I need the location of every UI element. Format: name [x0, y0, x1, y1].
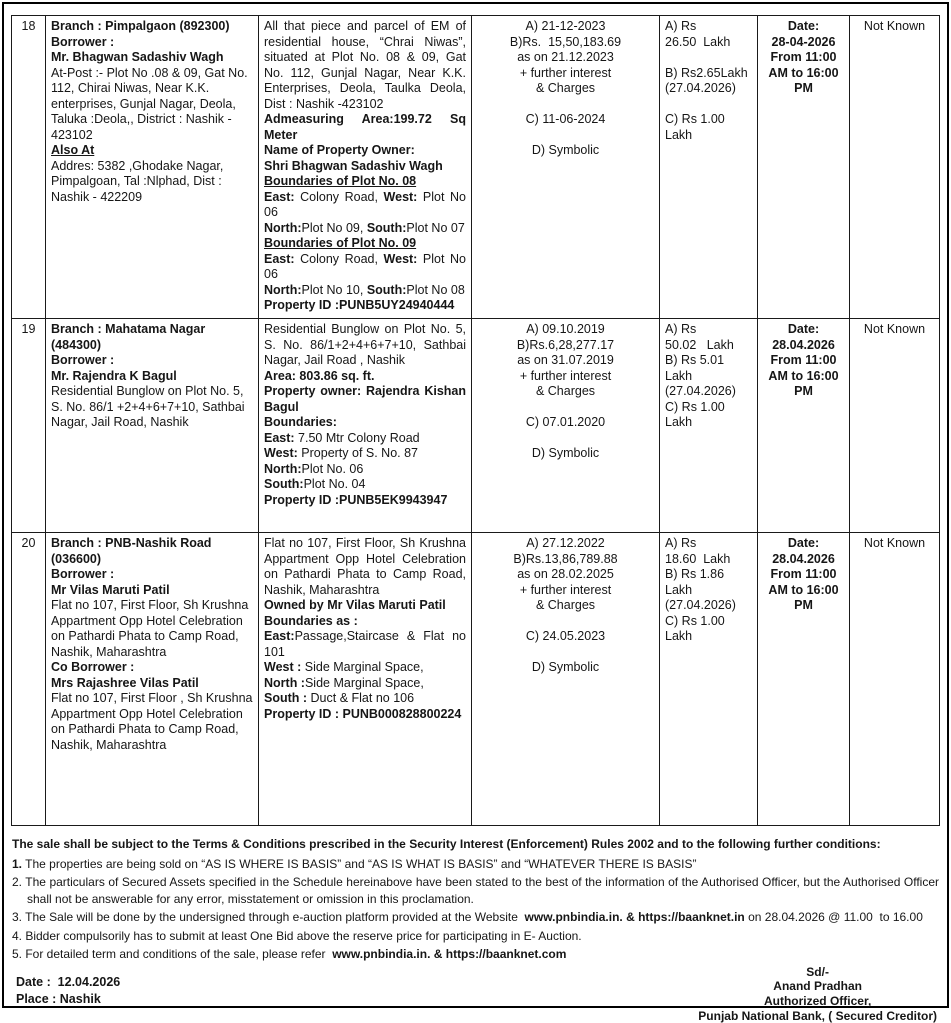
text: Boundaries:: [264, 415, 337, 429]
text: Plot No 08: [406, 282, 465, 297]
text-line: B)Rs.6,28,277.17: [516, 337, 615, 352]
bold-text: South:: [366, 220, 407, 235]
branch-paragraph: [51, 50, 253, 66]
text: (036600): [51, 551, 102, 566]
text-line: 50.02 Lakh: [665, 337, 734, 352]
bold-text: South:: [366, 282, 407, 297]
text-line: Date:: [787, 536, 820, 550]
text-line: Lakh: [665, 415, 693, 429]
cell-encumbrance-status: Not Known: [850, 319, 940, 533]
text-line: & Charges: [535, 81, 596, 95]
condition-item-4: [12, 928, 939, 945]
cell-branch-borrower: [46, 319, 259, 533]
branch-paragraph: [51, 66, 253, 144]
text-line: PM: [794, 384, 813, 398]
text: Property owner: Rajendra Kishan Bagul: [264, 384, 466, 414]
bold-text: West:: [264, 446, 298, 460]
description-paragraph: [264, 477, 466, 493]
text: 5. For detailed term and conditions of the sale, please refer: [12, 947, 333, 962]
text-line: Lakh: [665, 127, 693, 142]
bold-text: West:: [383, 251, 418, 266]
property-row-20: [12, 533, 940, 826]
text: Borrower :: [51, 34, 115, 49]
text-line: Date:: [787, 19, 820, 33]
description-paragraph: [264, 676, 466, 692]
description-paragraph: [264, 660, 466, 676]
branch-paragraph: [51, 552, 253, 568]
notice-place: Place : Nashik: [16, 992, 101, 1007]
cell-serial-number: 18: [12, 16, 46, 319]
property-row-18: [12, 16, 940, 319]
text: Plot No 06: [264, 189, 467, 219]
signatory-organisation: Punjab National Bank, ( Secured Creditor): [698, 1008, 937, 1023]
footer-bottom-row: [12, 965, 939, 1023]
text: Area: 803.86 sq. ft.: [264, 368, 375, 383]
text-line: 28-04-2026: [771, 34, 836, 49]
cell-demand-details: [472, 533, 660, 826]
text: Property ID : PUNB000828800224: [264, 706, 462, 721]
text: Mr. Bhagwan Sadashiv Wagh: [51, 50, 224, 64]
cell-reserve-price-emd: [660, 16, 758, 319]
condition-item-2: [12, 874, 943, 907]
text: Also At: [51, 143, 95, 157]
text-line: D) Symbolic: [531, 143, 600, 157]
text-line: AM to 16:00: [768, 368, 839, 383]
cell-auction-date-time: [758, 319, 850, 533]
text: Side Marginal Space,: [301, 660, 424, 674]
text-line: [477, 97, 654, 113]
description-paragraph: [264, 298, 466, 314]
cell-demand-details: [472, 16, 660, 319]
bold-text: North:: [264, 220, 302, 235]
text: Boundaries as :: [264, 613, 358, 628]
text-line: PM: [794, 81, 813, 95]
text-line: (27.04.2026): [665, 81, 736, 95]
text-line: 28.04.2026: [772, 337, 835, 352]
conditions-list: [12, 856, 943, 963]
description-paragraph: [264, 446, 466, 462]
description-paragraph: [264, 536, 466, 598]
branch-paragraph: [51, 353, 253, 369]
branch-paragraph: [51, 369, 253, 385]
bold-text: East:: [264, 629, 295, 643]
text-line: [477, 400, 654, 416]
property-auction-table: [11, 15, 940, 826]
condition-item-5: [12, 946, 939, 963]
text-line: as on 28.02.2025: [517, 567, 614, 581]
description-paragraph: [264, 384, 466, 415]
text-line: [477, 614, 654, 630]
text-line: [665, 97, 752, 113]
text: Flat no 107, First Floor , Sh Krushna Appartment Opp Hotel Celebration on Pathardi Phata to Camp Road, Nashik, Maharashtra: [51, 691, 253, 752]
text: Borrower :: [51, 353, 115, 367]
text: Branch : Mahatama Nagar: [51, 322, 206, 336]
text: Branch : PNB-Nashik Road: [51, 536, 212, 550]
text-line: A) Rs: [665, 19, 697, 33]
cell-reserve-price-emd: [660, 533, 758, 826]
description-paragraph: [264, 462, 466, 478]
bold-text: East:: [264, 189, 295, 204]
text-line: + further interest: [519, 368, 612, 383]
bold-text: South:: [264, 477, 304, 491]
text-line: C) Rs 1.00: [665, 112, 725, 126]
text-line: & Charges: [535, 384, 596, 398]
description-paragraph: [264, 493, 466, 509]
signature-sd: Sd/-: [806, 964, 829, 979]
text: Borrower :: [51, 567, 115, 581]
description-paragraph: [264, 236, 466, 252]
text-line: + further interest: [519, 582, 612, 597]
cell-serial-number: 19: [12, 319, 46, 533]
bold-text: 1.: [12, 856, 23, 871]
cell-property-description: [259, 319, 472, 533]
cell-encumbrance-status: Not Known: [850, 16, 940, 319]
text-line: C) Rs 1.00: [665, 399, 725, 414]
text: 4. Bidder compulsorily has to submit at least One Bid above the reserve price for participating in E- Auction.: [12, 928, 582, 943]
bold-text: West:: [383, 189, 418, 204]
bold-text: West :: [264, 660, 302, 674]
text-line: AM to 16:00: [768, 65, 839, 80]
branch-paragraph: [51, 159, 253, 206]
date-place-block: [12, 974, 120, 1009]
text: 2. The particulars of Secured Assets specified in the Schedule hereinabove have been stated to the best of the information of the Authorised Officer, but the Authorised Officer shall not be answerable for any error, misstatement or omission in this proclamation.: [12, 875, 943, 906]
text: Plot No 10,: [301, 282, 367, 297]
branch-paragraph: [51, 583, 253, 599]
text-line: C) 24.05.2023: [525, 629, 606, 643]
branch-paragraph: [51, 660, 253, 676]
text-line: 18.60 Lakh: [665, 551, 731, 566]
text-line: [665, 50, 752, 66]
text: Branch : Pimpalgaon (892300): [51, 19, 230, 33]
branch-paragraph: [51, 143, 253, 159]
text-line: AM to 16:00: [768, 582, 839, 597]
text-line: A) 27.12.2022: [526, 536, 605, 550]
branch-paragraph: [51, 35, 253, 51]
text: on 28.04.2026 @ 11.00 to 16.00: [744, 910, 923, 925]
signatory-title: Authorized Officer,: [763, 994, 872, 1009]
cell-branch-borrower: [46, 16, 259, 319]
text: All that piece and parcel of EM of residential house, “Chrai Niwas”, situated at Plot No. 08 & 09, Gat No. 112, Gunjal Nagar, Near K.K. Enterprises, Deola, Taulka Deola, Dist : Nashik -423102: [264, 19, 466, 111]
text: Colony Road,: [294, 251, 384, 266]
text-line: A) Rs: [665, 536, 697, 550]
text: Mr. Rajendra K Bagul: [51, 368, 177, 383]
text-line: (27.04.2026): [665, 598, 736, 612]
text: Property ID :PUNB5EK9943947: [264, 492, 448, 507]
description-paragraph: [264, 369, 466, 385]
text-line: D) Symbolic: [531, 446, 600, 460]
description-paragraph: [264, 614, 466, 630]
property-row-19: [12, 319, 940, 533]
text-line: & Charges: [535, 598, 596, 612]
bold-text: South :: [264, 691, 308, 705]
terms-section: [12, 836, 943, 1023]
text-line: Lakh: [665, 629, 693, 643]
description-paragraph: [264, 322, 466, 369]
cell-serial-number: 20: [12, 533, 46, 826]
cell-encumbrance-status: Not Known: [850, 533, 940, 826]
description-paragraph: [264, 221, 466, 237]
text-line: + further interest: [519, 65, 612, 80]
text: Passage,Staircase & Flat no 101: [264, 629, 466, 659]
cell-auction-date-time: [758, 16, 850, 319]
text: (484300): [51, 337, 102, 352]
text: Colony Road,: [294, 189, 384, 204]
auction-table-body: [12, 16, 940, 826]
text-line: as on 31.07.2019: [517, 353, 614, 367]
notice-date: Date : 12.04.2026: [16, 974, 121, 989]
bold-text: East:: [264, 430, 295, 445]
description-paragraph: [264, 415, 466, 431]
text: Property of S. No. 87: [297, 446, 419, 460]
text: Plot No 06: [264, 251, 467, 281]
text-line: [477, 431, 654, 447]
description-paragraph: [264, 691, 466, 707]
text-line: A) 21-12-2023: [525, 19, 606, 33]
bold-text: www.pnbindia.in. & https://baanknet.com: [332, 947, 567, 962]
cell-reserve-price-emd: [660, 319, 758, 533]
branch-paragraph: [51, 384, 253, 431]
text: Shri Bhagwan Sadashiv Wagh: [264, 158, 443, 173]
branch-paragraph: [51, 676, 253, 692]
text-line: C) 11-06-2024: [525, 112, 606, 126]
text-line: B)Rs. 15,50,183.69: [509, 34, 622, 49]
text: Flat no 107, First Floor, Sh Krushna Appartment Opp Hotel Celebration on Pathardi Phata to Camp Road, Nashik, Maharashtra: [264, 536, 466, 597]
text: At-Post :- Plot No .08 & 09, Gat No. 112, Chirai Niwas, Near K.K. enterprises, Gunjal Nagar, Deola, Taluka :Deola,, District : Nashik - 423102: [51, 65, 248, 142]
description-paragraph: [264, 252, 466, 283]
bold-text: East:: [264, 251, 295, 266]
description-paragraph: [264, 112, 466, 143]
text: Mr Vilas Maruti Patil: [51, 582, 170, 597]
cell-property-description: [259, 16, 472, 319]
branch-paragraph: [51, 598, 253, 660]
bold-text: www.pnbindia.in. & https://baanknet.in: [524, 910, 745, 925]
text-line: C) 07.01.2020: [525, 415, 606, 429]
text: Plot No. 04: [303, 477, 366, 491]
text: Residential Bunglow on Plot No. 5, S. No. 86/1+2+4+6+7+10, Sathbai Nagar, Jail Road , Nashik: [264, 322, 466, 367]
text-line: Date:: [787, 322, 820, 336]
text: Duct & Flat no 106: [307, 691, 415, 705]
text-line: as on 21.12.2023: [517, 50, 614, 64]
text: The properties are being sold on “AS IS WHERE IS BASIS” and “AS IS WHAT IS BASIS” and “WHATEVER THERE IS BASIS”: [22, 856, 697, 871]
bold-text: North:: [264, 282, 302, 297]
branch-paragraph: [51, 536, 253, 552]
text: Plot No. 06: [301, 461, 364, 476]
text: Property ID :PUNB5UY24940444: [264, 298, 455, 312]
cell-auction-date-time: [758, 533, 850, 826]
description-paragraph: [264, 159, 466, 175]
signatory-name: Anand Pradhan: [773, 979, 862, 994]
text-line: A) 09.10.2019: [526, 322, 605, 336]
text: Owned by Mr Vilas Maruti Patil: [264, 598, 446, 612]
bold-text: North:: [264, 461, 302, 476]
text-line: From 11:00: [770, 50, 837, 64]
auction-notice-page: [2, 2, 949, 1023]
description-paragraph: [264, 190, 466, 221]
text: Side Marginal Space,: [304, 675, 424, 690]
text: Flat no 107, First Floor, Sh Krushna Appartment Opp Hotel Celebration on Pathardi Phata to Camp Road, Nashik, Maharashtra: [51, 598, 249, 659]
branch-paragraph: [51, 19, 253, 35]
text-line: From 11:00: [770, 567, 837, 581]
text-line: [477, 645, 654, 661]
cell-property-description: [259, 533, 472, 826]
branch-paragraph: [51, 338, 253, 354]
text: Addres: 5382 ,Ghodake Nagar, Pimpalgoan, Tal :Nlphad, Dist : Nashik - 422209: [51, 158, 224, 204]
text: Boundaries of Plot No. 08: [264, 174, 417, 188]
text: 7.50 Mtr Colony Road: [294, 430, 420, 445]
condition-item-1: [12, 856, 939, 873]
description-paragraph: [264, 431, 466, 447]
text-line: A) Rs: [665, 322, 697, 336]
text-line: 28.04.2026: [772, 551, 835, 566]
text: Boundaries of Plot No. 09: [264, 236, 417, 250]
cell-demand-details: [472, 319, 660, 533]
text-line: PM: [794, 598, 813, 612]
text-line: From 11:00: [770, 353, 837, 367]
text: Plot No 09,: [301, 220, 367, 235]
signature-block: [698, 965, 937, 1023]
text-line: [477, 128, 654, 144]
text-line: B) Rs 5.01 Lakh: [665, 353, 732, 383]
text-line: 26.50 Lakh: [665, 34, 731, 49]
text: Co Borrower :: [51, 660, 135, 674]
branch-paragraph: [51, 567, 253, 583]
description-paragraph: [264, 598, 466, 614]
description-paragraph: [264, 174, 466, 190]
text: Admeasuring Area:199.72 Sq Meter: [264, 112, 466, 142]
text-line: C) Rs 1.00: [665, 613, 725, 628]
description-paragraph: [264, 143, 466, 159]
cell-branch-borrower: [46, 533, 259, 826]
text: Mrs Rajashree Vilas Patil: [51, 675, 199, 690]
description-paragraph: [264, 19, 466, 112]
description-paragraph: [264, 707, 466, 723]
text: Plot No 07: [406, 220, 465, 235]
text-line: B)Rs.13,86,789.88: [513, 551, 618, 566]
text-line: (27.04.2026): [665, 384, 736, 398]
text-line: B) Rs2.65Lakh: [665, 65, 748, 80]
text-line: D) Symbolic: [531, 660, 600, 674]
text: Residential Bunglow on Plot No. 5, S. No. 86/1 +2+4+6+7+10, Sathbai Nagar, Jail Road, Nashik: [51, 384, 245, 429]
branch-paragraph: [51, 322, 253, 338]
branch-paragraph: [51, 691, 253, 753]
description-paragraph: [264, 283, 466, 299]
text: Name of Property Owner:: [264, 143, 415, 157]
condition-item-3: [12, 909, 939, 926]
text: 3. The Sale will be done by the undersigned through e-auction platform provided at the Website: [12, 910, 525, 925]
description-paragraph: [264, 629, 466, 660]
bold-text: North :: [264, 675, 305, 690]
terms-heading: The sale shall be subject to the Terms & Conditions prescribed in the Security Interest (Enforcement) Rules 2002 and to the following further conditions:: [12, 837, 881, 851]
text-line: B) Rs 1.86 Lakh: [665, 567, 732, 597]
